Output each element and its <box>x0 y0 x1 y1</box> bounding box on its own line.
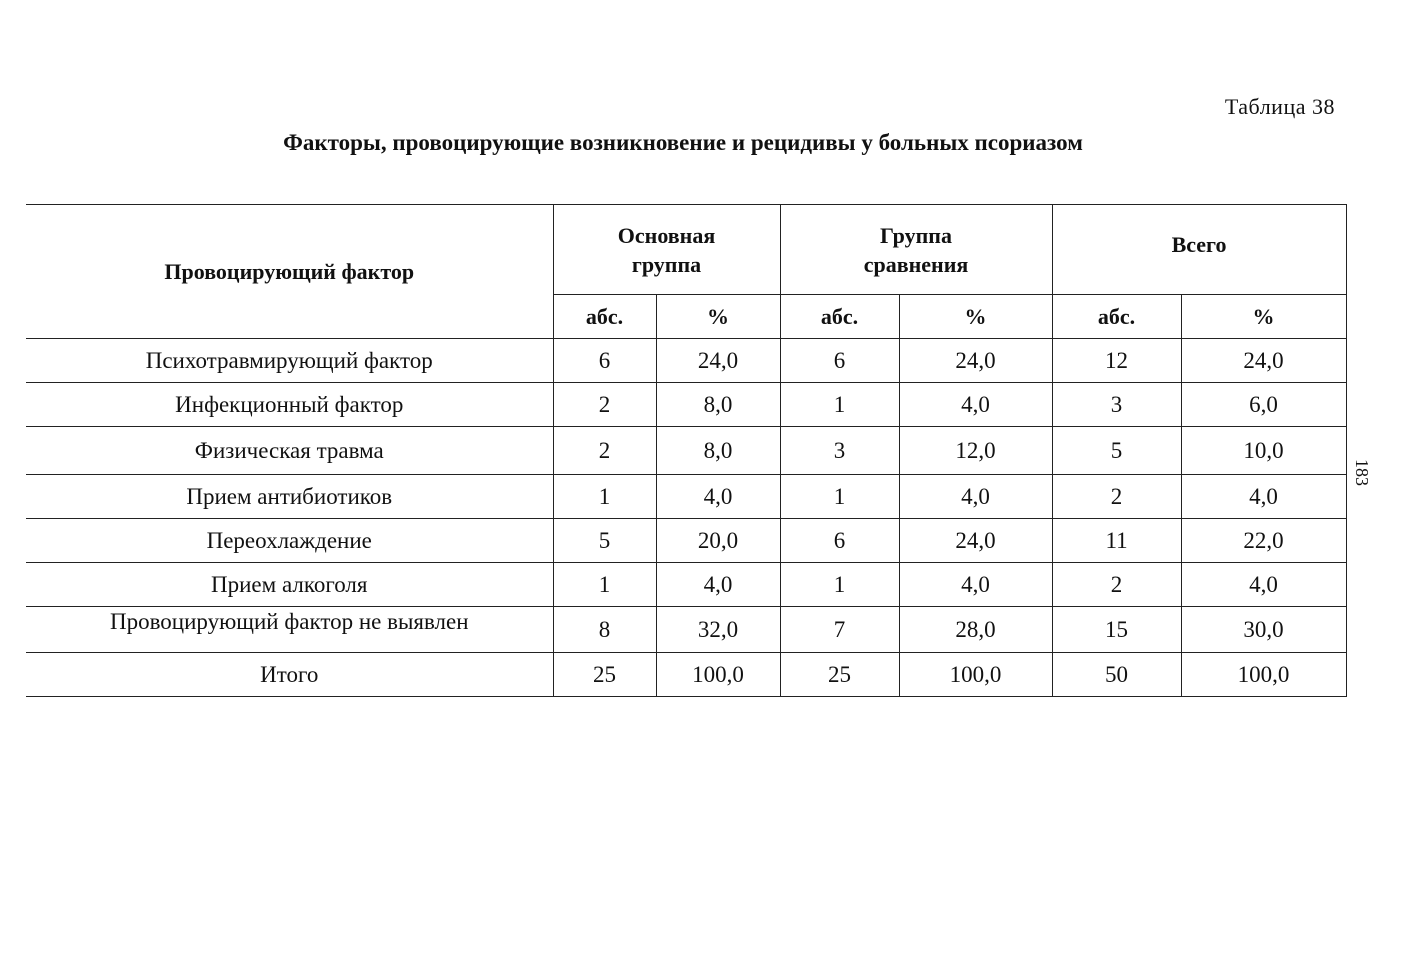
factor-cell: Физическая травма <box>26 427 553 475</box>
value-cell: 28,0 <box>899 607 1052 653</box>
value-cell: 6,0 <box>1181 383 1346 427</box>
value-cell: 7 <box>780 607 899 653</box>
value-cell: 4,0 <box>1181 475 1346 519</box>
value-cell: 25 <box>553 653 656 697</box>
value-cell: 4,0 <box>899 383 1052 427</box>
value-cell: 1 <box>780 475 899 519</box>
main-group-header <box>553 205 780 295</box>
group-header-line: Группа <box>880 222 952 248</box>
value-cell: 6 <box>780 339 899 383</box>
group-header-line: Всего <box>1171 232 1227 257</box>
value-cell: 24,0 <box>656 339 780 383</box>
table-row <box>26 383 1346 427</box>
value-cell: 24,0 <box>899 519 1052 563</box>
value-cell: 6 <box>553 339 656 383</box>
table-row <box>26 607 1346 653</box>
value-cell: 100,0 <box>1181 653 1346 697</box>
factors-table <box>26 204 1347 697</box>
value-cell: 2 <box>1052 563 1181 607</box>
value-cell: 8,0 <box>656 427 780 475</box>
value-cell: 1 <box>553 475 656 519</box>
value-cell: 12 <box>1052 339 1181 383</box>
value-cell: 2 <box>553 427 656 475</box>
value-cell: 4,0 <box>899 475 1052 519</box>
value-cell: 1 <box>780 383 899 427</box>
table-row <box>26 563 1346 607</box>
value-cell: 100,0 <box>899 653 1052 697</box>
value-cell: 8 <box>553 607 656 653</box>
factor-cell: Инфекционный фактор <box>26 383 553 427</box>
value-cell: 1 <box>553 563 656 607</box>
table-row <box>26 519 1346 563</box>
subheader-cell: абс. <box>553 295 656 339</box>
value-cell: 10,0 <box>1181 427 1346 475</box>
total-group-header <box>1052 205 1346 295</box>
factor-cell: Итого <box>26 653 553 697</box>
table-row <box>26 475 1346 519</box>
value-cell: 22,0 <box>1181 519 1346 563</box>
factor-cell: Переохлаждение <box>26 519 553 563</box>
value-cell: 25 <box>780 653 899 697</box>
factor-cell: Провоцирующий фактор не выявлен <box>26 607 553 653</box>
value-cell: 11 <box>1052 519 1181 563</box>
value-cell: 4,0 <box>656 563 780 607</box>
value-cell: 6 <box>780 519 899 563</box>
factor-cell: Прием алкоголя <box>26 563 553 607</box>
subheader-cell: % <box>1181 295 1346 339</box>
comparison-group-header <box>780 205 1052 295</box>
table-title: Факторы, провоцирующие возникновение и рецидивы у больных псориазом <box>283 130 1083 155</box>
value-cell: 1 <box>780 563 899 607</box>
value-cell: 12,0 <box>899 427 1052 475</box>
value-cell: 50 <box>1052 653 1181 697</box>
subheader-cell: % <box>899 295 1052 339</box>
value-cell: 24,0 <box>899 339 1052 383</box>
value-cell: 20,0 <box>656 519 780 563</box>
table-row <box>26 427 1346 475</box>
page-number: 183 <box>1352 459 1372 486</box>
value-cell: 8,0 <box>656 383 780 427</box>
factor-cell: Прием антибиотиков <box>26 475 553 519</box>
group-header-line: сравнения <box>863 251 969 277</box>
value-cell: 4,0 <box>899 563 1052 607</box>
subheader-cell: % <box>656 295 780 339</box>
value-cell: 15 <box>1052 607 1181 653</box>
value-cell: 4,0 <box>1181 563 1346 607</box>
subheader-cell: абс. <box>1052 295 1181 339</box>
factor-column-header <box>26 205 553 339</box>
value-cell: 3 <box>780 427 899 475</box>
table-label: Таблица 38 <box>1224 94 1335 119</box>
factor-header-label: Провоцирующий фактор <box>164 259 415 284</box>
value-cell: 24,0 <box>1181 339 1346 383</box>
subheader-cell: абс. <box>780 295 899 339</box>
value-cell: 30,0 <box>1181 607 1346 653</box>
factor-cell: Психотравмирующий фактор <box>26 339 553 383</box>
value-cell: 2 <box>1052 475 1181 519</box>
value-cell: 2 <box>553 383 656 427</box>
total-row <box>26 653 1346 697</box>
value-cell: 3 <box>1052 383 1181 427</box>
header-row <box>26 205 1346 295</box>
value-cell: 5 <box>1052 427 1181 475</box>
group-header-line: группа <box>631 251 702 277</box>
value-cell: 32,0 <box>656 607 780 653</box>
value-cell: 5 <box>553 519 656 563</box>
value-cell: 100,0 <box>656 653 780 697</box>
value-cell: 4,0 <box>656 475 780 519</box>
table-row <box>26 339 1346 383</box>
group-header-line: Основная <box>617 222 716 248</box>
